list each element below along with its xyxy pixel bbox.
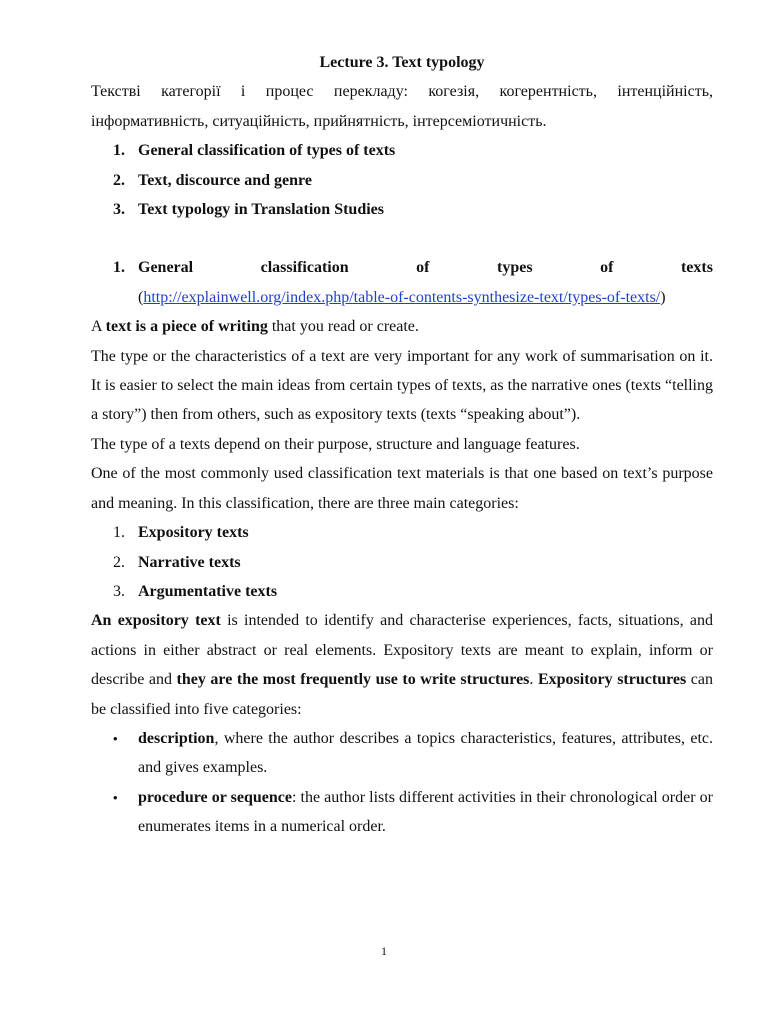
page-content — [91, 48, 713, 842]
categories-list — [91, 518, 713, 606]
page-number: 1 — [381, 944, 387, 958]
bullet-icon: • — [113, 789, 118, 805]
outline-item: 2. Text, discource and genre — [113, 171, 312, 189]
list-item: • procedure or sequence: the author lists different activities in their chronological order or enumerates items in a numerical order. — [91, 783, 713, 842]
intro-paragraph: Текстві категорії і процес перекладу: когезія, когерентність, інтенційність, інформативність, ситуаційність, прийнятність, інтерсеміотичність. — [91, 83, 713, 130]
section-1-heading: 1. General classification of types of texts (http://explainwell.org/index.php/table-of-contents-synthesize-text/types-of-texts/) — [91, 253, 713, 312]
outline-item: 1. General classification of types of texts — [113, 142, 396, 160]
outline-list — [91, 136, 713, 224]
category-item: 1. Expository texts — [113, 524, 249, 542]
category-item: 2. Narrative texts — [113, 553, 241, 571]
paragraph-characteristics: The type or the characteristics of a text are very important for any work of summarisation on it. It is easier to select the main ideas from certain types of texts, as the narrative ones (texts “telling a story”) then from others, such as expository texts (texts “speaking about”). — [91, 347, 713, 424]
source-link[interactable]: http://explainwell.org/index.php/table-of-contents-synthesize-text/types-of-texts/ — [143, 288, 661, 306]
paragraph-purpose: The type of a texts depend on their purpose, structure and language features. — [91, 435, 580, 453]
outline-item: 3. Text typology in Translation Studies — [113, 201, 384, 219]
page-title: Lecture 3. Text typology — [319, 54, 485, 71]
section-1-source: (http://explainwell.org/index.php/table-of-contents-synthesize-text/types-of-texts/) — [138, 288, 666, 306]
paragraph-classification: One of the most commonly used classification text materials is that one based on text’s purpose and meaning. In this classification, there are three main categories: — [91, 465, 713, 512]
paragraph-expository: An expository text is intended to identify and characterise experiences, facts, situations, and actions in either abstract or real elements. Expository texts are meant to explain, inform or describe and they are the most frequently use to write structures. Expository structures can be classified into five categories: — [91, 612, 714, 718]
bullet-icon: • — [113, 730, 118, 746]
list-item: • description, where the author describes a topics characteristics, features, attributes, etc. and gives examples. — [91, 724, 713, 783]
structures-list — [91, 724, 713, 842]
paragraph-definition: A text is a piece of writing that you read or create. — [91, 318, 419, 336]
spacer — [91, 224, 713, 253]
section-1-title: General classification of types of texts — [138, 259, 713, 277]
category-item: 3. Argumentative texts — [113, 582, 278, 600]
